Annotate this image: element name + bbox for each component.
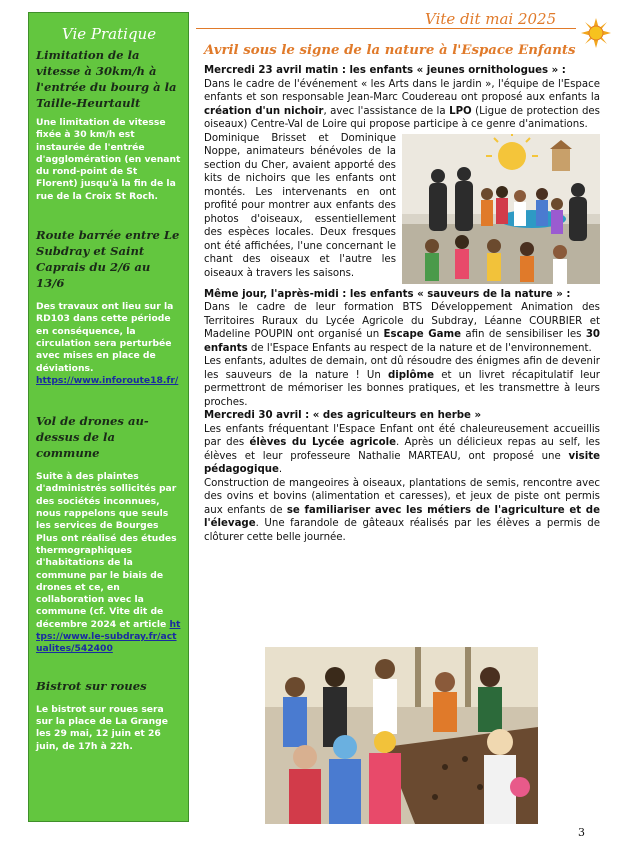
page-number: 3 xyxy=(578,826,585,839)
section-3-body xyxy=(204,477,600,545)
text-run: Dans le cadre de leur formation BTS Développement Animation des Territoires Ruraux du Lycée Agricole du Subdray, Léanne COURBIER et Madeline POUPIN ont organisé un xyxy=(204,302,600,340)
text-bold: LPO xyxy=(449,105,472,117)
section-1-wrap xyxy=(204,132,600,288)
section-3-intro xyxy=(204,423,600,477)
text-run: Les enfants fréquentant l'Espace Enfant ont été chaleureusement accueillis par des xyxy=(204,423,600,448)
text-bold: 30 enfants xyxy=(204,329,600,354)
text-run: , avec l'assistance de la xyxy=(323,105,450,117)
sidebar-heading-bistrot: Bistrot sur roues xyxy=(36,678,147,693)
text-run: (Ligue de protection des oiseaux) Centre-Val de Loire qui propose participe à ce genre d'animations. xyxy=(204,105,600,130)
photo-nichoir-workshop xyxy=(402,134,600,284)
text-bold: élèves du Lycée agricole xyxy=(249,437,396,448)
actualites-link[interactable]: https://www.le-subdray.fr/actualites/542400 xyxy=(36,618,181,655)
text-run: Dans le cadre de l'événement « les Arts dans le jardin », l'équipe de l'Espace enfants et son responsable Jean-Marc Coudereau ont proposé aux enfants la xyxy=(204,78,600,103)
text-bold: diplôme xyxy=(387,369,435,381)
article-body xyxy=(204,64,600,544)
text-run: . Après un délicieux repas au self, les élèves et leur professeure Nathalie MARTEAU, ont proposé une xyxy=(204,437,601,462)
text-run: . xyxy=(278,464,283,475)
sidebar-text-drones xyxy=(36,471,182,655)
sidebar-heading-speed: Limitation de la vitesse à 30km/h à l'entrée du bourg à la Taille-Heurtault xyxy=(36,48,177,110)
text-run: afin de sensibiliser les xyxy=(461,329,586,340)
sidebar-text-speed: Une limitation de vitesse fixée à 30 km/h est instaurée de l'entrée d'agglomération (en venant du rond-point de St Florent) jusqu'à la fin de la rue de la Croix St Roch. xyxy=(36,117,181,202)
text-run: de l'Espace Enfants au respect de la nature et de l'environnement. xyxy=(247,342,592,354)
text-bold: Escape Game xyxy=(383,329,462,340)
section-3-heading: Mercredi 30 avril : « des agriculteurs en herbe » xyxy=(204,410,482,421)
text-run: Les enfants, adultes de demain, ont dû résoudre des énigmes afin de devenir les sauveurs de la nature ! Un xyxy=(204,356,600,381)
sidebar-text-road-body: Des travaux ont lieu sur la RD103 dans cette période en conséquence, la circulation sera perturbée avec mises en place de déviations. xyxy=(36,301,174,374)
sidebar-heading-drones: Vol de drones au-dessus de la commune xyxy=(36,414,149,461)
header-title: Vite dit mai 2025 xyxy=(425,10,557,28)
section-1-intro xyxy=(204,78,600,132)
text-run: et un livret récapitulatif leur permettront de mémoriser les bonnes pratiques, et les transmettre à leurs proches. xyxy=(204,369,600,408)
text-bold: se familiariser avec les métiers de l'agriculture et de l'élevage xyxy=(204,504,600,529)
section-1-heading: Mercredi 23 avril matin : les enfants « jeunes ornithologues » : xyxy=(204,65,566,76)
sidebar-heading-road: Route barrée entre Le Subdray et Saint Caprais du 2/6 au 13/6 xyxy=(36,228,180,291)
text-run: . Une farandole de gâteaux réalisés par les élèves a permis de clôturer cette belle journée. xyxy=(204,518,600,543)
section-1-body: Dominique Brisset et Dominique Noppe, animateurs bénévoles de la section du Cher, avaient apporté des kits de nichoirs que les enfants ont montés. Les intervenants en ont profité pour montrer aux enfants des photos d'oiseaux, essentiellement des espèces locales. Deux fresques ont été affichées, l'une concernant le chant des oiseaux et l'autre les oiseaux à travers les saisons. xyxy=(204,132,396,279)
article-title: Avril sous le signe de la nature à l'Espace Enfants xyxy=(204,43,576,58)
section-2-body xyxy=(204,355,600,409)
sidebar-text-road xyxy=(36,301,182,387)
sidebar-title: Vie Pratique xyxy=(61,25,157,43)
text-bold: visite pédagogique xyxy=(204,450,600,475)
photo-agriculture-visit xyxy=(265,647,538,824)
sidebar-text-drones-body: Suite à des plaintes d'administrés sollicités par des sociétés inconnues, nous rappelons que seuls les services de Bourges Plus ont réalisé des études thermographiques d'habitations de la commune par le biais de drones et ce, en collaboration avec la commune (cf. Vite dit de décembre 2024 et article xyxy=(36,471,177,630)
section-2-intro xyxy=(204,301,600,355)
sidebar-vie-pratique xyxy=(28,12,189,822)
sidebar-text-bistrot: Le bistrot sur roues sera sur la place de La Grange les 29 mai, 12 juin et 26 juin, de 17h à 22h. xyxy=(36,703,168,752)
sun-icon xyxy=(581,18,611,48)
text-bold: création d'un nichoir xyxy=(204,105,324,117)
text-run: Construction de mangeoires à oiseaux, plantations de semis, rencontre avec des ovins et bovins (alimentation et caresses), et jeux de piste ont permis aux enfants de xyxy=(204,477,600,516)
section-2-heading: Même jour, l'après-midi : les enfants « sauveurs de la nature » : xyxy=(204,288,571,300)
inforoute-link[interactable]: https://www.inforoute18.fr/ xyxy=(36,374,179,386)
header-rule xyxy=(196,28,576,29)
